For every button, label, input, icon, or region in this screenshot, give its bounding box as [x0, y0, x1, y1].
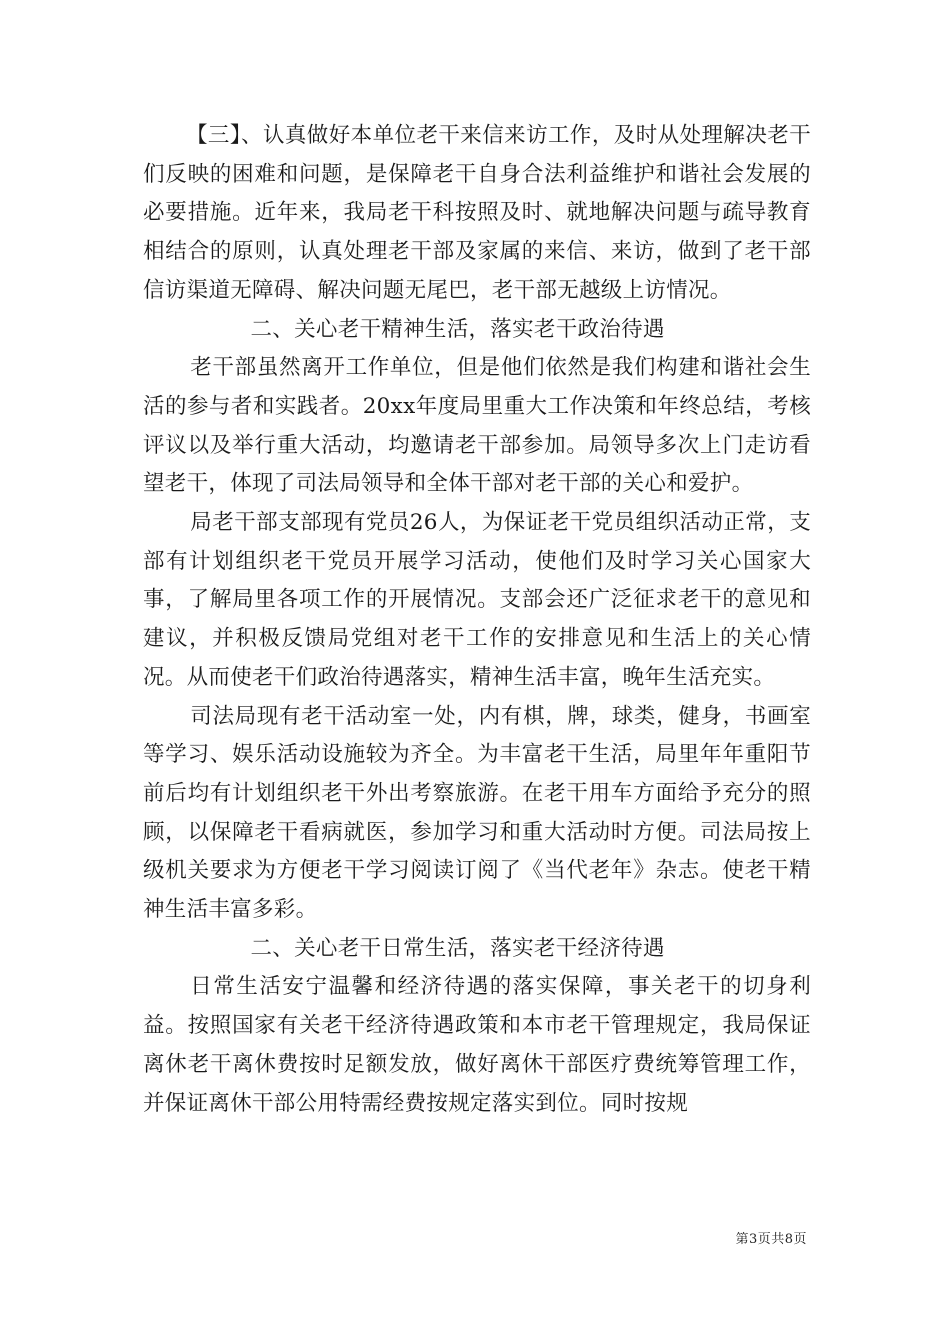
- paragraph-letters-and-visits: 【三】、认真做好本单位老干来信来访工作，及时从处理解决老干们反映的困难和问题，是保障老干自身合法利益维护和谐社会发展的必要措施。近年来，我局老干科按照及时、就地解决问题与疏导教育相结合的原则，认真处理老干部及家属的来信、来访，做到了老干部信访渠道无障碍、解决问题无尾巴，老干部无越级上访情况。: [143, 123, 811, 303]
- page-number-footer: 第3页共8页: [735, 1232, 807, 1247]
- paragraph-party-branch: 局老干部支部现有党员26人，为保证老干党员组织活动正常，支部有计划组织老干党员开展学习活动，使他们及时学习关心国家大事，了解局里各项工作的开展情况。支部会还广泛征求老干的意见和建议，并积极反馈局党组对老干工作的安排意见和生活上的关心情况。从而使老干们政治待遇落实，精神生活丰富，晚年生活充实。: [143, 510, 811, 690]
- section-heading-spiritual-life: 二、关心老干精神生活，落实老干政治待遇: [250, 316, 665, 342]
- paragraph-participation: 老干部虽然离开工作单位，但是他们依然是我们构建和谐社会生活的参与者和实践者。20xx年度局里重大工作决策和年终总结，考核评议以及举行重大活动，均邀请老干部参加。局领导多次上门走访看望老干，体现了司法局领导和全体干部对老干部的关心和爱护。: [143, 355, 811, 497]
- paragraph-economic-treatment: 日常生活安宁温馨和经济待遇的落实保障，事关老干的切身利益。按照国家有关老干经济待遇政策和本市老干管理规定，我局保证离休老干离休费按时足额发放，做好离休干部医疗费统筹管理工作，并保证离休干部公用特需经费按规定落实到位。同时按规: [143, 974, 811, 1116]
- paragraph-activity-room: 司法局现有老干活动室一处，内有棋，牌，球类，健身，书画室等学习、娱乐活动设施较为齐全。为丰富老干生活，局里年年重阳节前后均有计划组织老干外出考察旅游。在老干用车方面给予充分的照顾，以保障老干看病就医，参加学习和重大活动时方便。司法局按上级机关要求为方便老干学习阅读订阅了《当代老年》杂志。使老干精神生活丰富多彩。: [143, 703, 811, 923]
- section-heading-daily-life: 二、关心老干日常生活，落实老干经济待遇: [250, 935, 665, 961]
- document-body: [143, 117, 811, 1123]
